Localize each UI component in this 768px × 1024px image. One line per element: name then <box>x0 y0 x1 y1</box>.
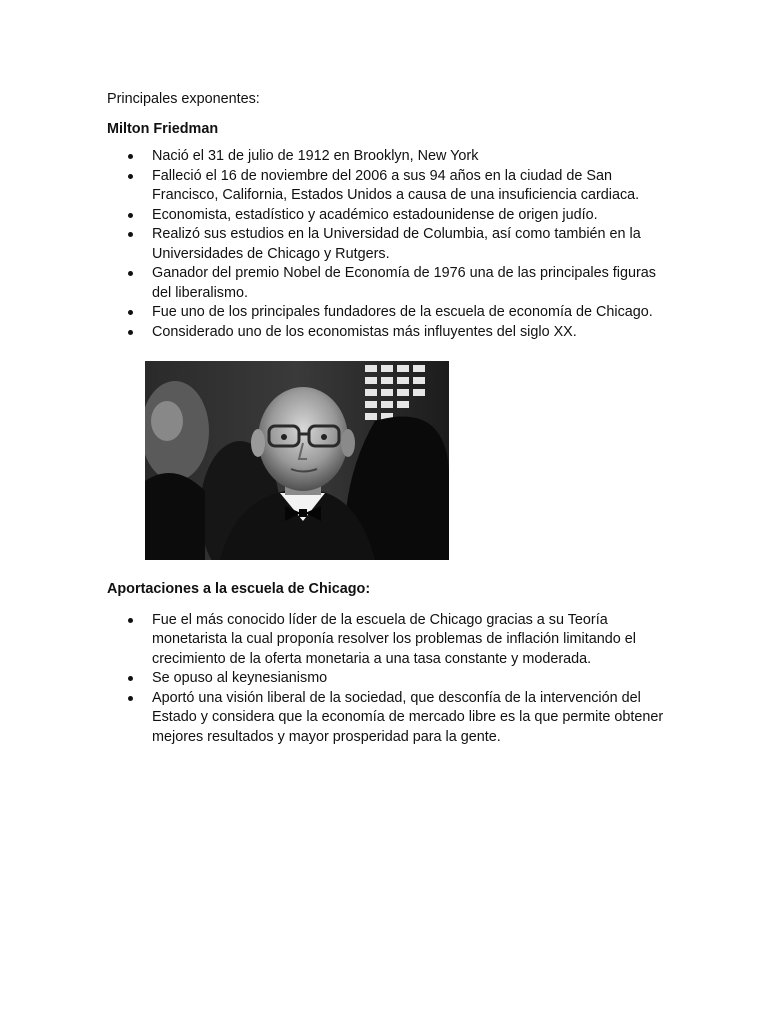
list-item <box>152 147 667 167</box>
bullet-icon <box>128 676 133 681</box>
list-item-text: Realizó sus estudios en la Universidad de Columbia, así como también en la Universidades de Chicago y Rutgers. <box>152 226 641 262</box>
list-item <box>152 689 667 748</box>
bullet-icon <box>128 154 133 159</box>
list-item <box>152 264 667 303</box>
portrait-photo <box>145 361 449 560</box>
bullet-icon <box>128 271 133 276</box>
document-content <box>107 90 667 747</box>
bullet-icon <box>128 232 133 237</box>
list-item-text: Aportó una visión liberal de la sociedad, que desconfía de la intervención del Estado y considera que la economía de mercado libre es la que permite obtener mejores resultados y mayor prosperidad para la gente. <box>152 689 664 745</box>
list-item <box>152 669 667 689</box>
list-item <box>152 206 667 226</box>
bullet-icon <box>128 174 133 179</box>
list-item <box>152 611 667 670</box>
list-item-text: Falleció el 16 de noviembre del 2006 a sus 94 años en la ciudad de San Francisco, California, Estados Unidos a causa de una insuficiencia cardiaca. <box>152 167 640 203</box>
bio-list <box>107 147 667 342</box>
list-item-text: Fue el más conocido líder de la escuela de Chicago gracias a su Teoría monetarista la cual proponía resolver los problemas de inflación limitando el crecimiento de la oferta monetaria a una tasa constante y moderada. <box>152 611 636 667</box>
portrait-photo-icon <box>145 361 449 560</box>
list-item-text: Fue uno de los principales fundadores de la escuela de economía de Chicago. <box>152 304 653 320</box>
contributions-list <box>107 611 667 748</box>
list-item <box>152 225 667 264</box>
bullet-icon <box>128 310 133 315</box>
bullet-icon <box>128 618 133 623</box>
bullet-icon <box>128 213 133 218</box>
list-item <box>152 167 667 206</box>
list-item-text: Nació el 31 de julio de 1912 en Brooklyn, New York <box>152 148 479 164</box>
bullet-icon <box>128 696 133 701</box>
list-item-text: Economista, estadístico y académico estadounidense de origen judío. <box>152 206 598 223</box>
person-heading: Milton Friedman <box>107 120 219 137</box>
bullet-icon <box>128 330 133 335</box>
contributions-heading: Aportaciones a la escuela de Chicago: <box>107 581 371 597</box>
list-item-text: Considerado uno de los economistas más influyentes del siglo XX. <box>152 323 577 340</box>
list-item <box>152 323 667 343</box>
list-item-text: Se opuso al keynesianismo <box>152 670 328 686</box>
intro-text: Principales exponentes: <box>107 91 260 107</box>
list-item <box>152 303 667 323</box>
list-item-text: Ganador del premio Nobel de Economía de 1976 una de las principales figuras del liberalismo. <box>152 265 656 301</box>
